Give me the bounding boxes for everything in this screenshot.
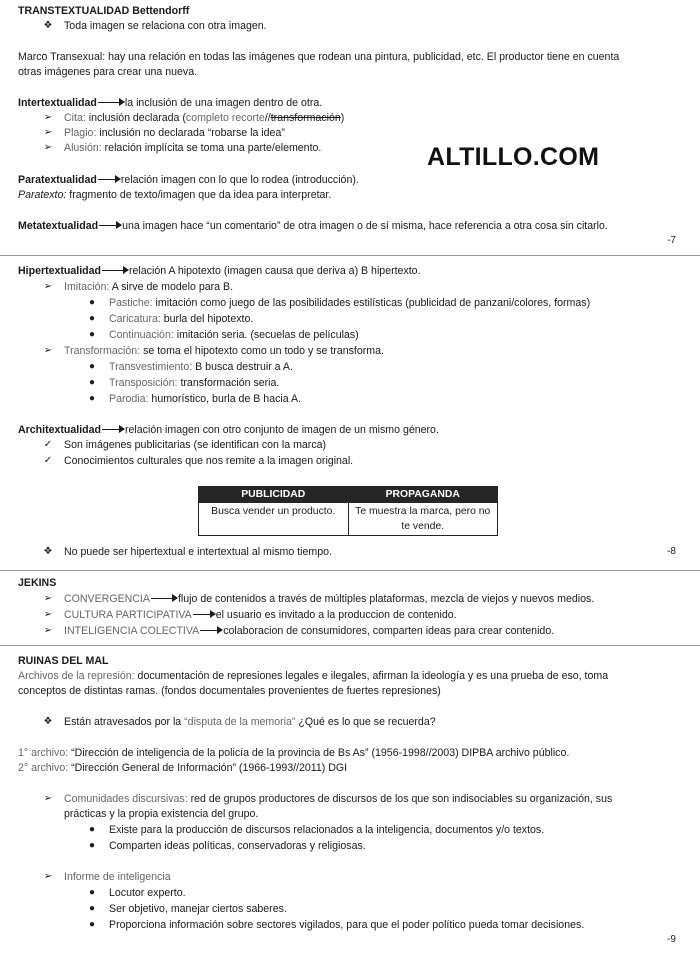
text: “Dirección General de Información” (1966-1993//2011) DGI (71, 762, 348, 774)
definition: relación imagen con lo que lo rodea (introducción). (120, 174, 359, 186)
header-publicidad: PUBLICIDAD (199, 487, 349, 503)
paratexto-line (18, 188, 331, 202)
page-number: -9 (667, 934, 676, 945)
dot-bullet-icon: ● (88, 840, 96, 851)
text: humorístico, burla de B hacia A. (151, 393, 301, 405)
disputa-line (64, 715, 436, 729)
archivos-line-2: conceptos de distintas ramas. (fondos documentales provenientes de fuertes represiones) (18, 685, 441, 697)
caricatura-line (109, 312, 253, 326)
label: Alusión: (64, 142, 102, 154)
arrow-right-icon (102, 429, 124, 430)
page-number: -7 (667, 235, 676, 246)
definition: una imagen hace “un comentario” de otra imagen o de sí misma, hace referencia a otra cosa sin citarlo. (122, 220, 608, 232)
text: imitación como juego de las posibilidades estilísticas (publicidad de panzani/colores, formas) (155, 297, 591, 309)
jekins-item (64, 608, 457, 622)
label: Cita: (64, 112, 86, 124)
plagio-line (64, 126, 285, 140)
term: Hipertextualidad (18, 265, 102, 277)
label: Caricatura: (109, 313, 161, 325)
comunidades-bullet: Existe para la producción de discursos relacionados a la inteligencia, documentos y/o textos. (109, 824, 545, 836)
paratextualidad-line (18, 173, 359, 187)
term: Paratextualidad (18, 174, 97, 186)
text: B busca destruir a A. (195, 361, 293, 373)
section-divider (0, 255, 700, 256)
term: Intertextualidad (18, 97, 97, 109)
arrow-right-icon (102, 270, 128, 271)
archivos-line-1 (18, 669, 608, 683)
label: 1° archivo: (18, 747, 69, 759)
dot-bullet-icon: ● (88, 919, 96, 930)
quote: “disputa de la memoria” (184, 716, 296, 728)
text: red de grupos productores de discursos de los que son indisociables su organización, sus (190, 793, 613, 805)
term: Architextualidad (18, 424, 102, 436)
arrowhead-bullet-icon: ➢ (43, 112, 53, 123)
archivo-1-line (18, 746, 569, 760)
text: inclusión no declarada “robarse la idea” (99, 127, 285, 139)
checkmark-icon: ✓ (43, 439, 53, 450)
title-part: TRANSTEXTUALIDAD (18, 5, 130, 17)
informe-bullet: Ser objetivo, manejar ciertos saberes. (109, 903, 287, 915)
diamond-bullet-icon: ❖ (43, 546, 53, 557)
arrowhead-bullet-icon: ➢ (43, 609, 53, 620)
cell-propaganda: Te muestra la marca, pero no te vende. (348, 503, 498, 536)
title-author: Bettendorff (132, 5, 190, 17)
label: Parodia: (109, 393, 149, 405)
label: Pastiche: (109, 297, 153, 309)
metatextualidad-line (18, 219, 608, 233)
dot-bullet-icon: ● (88, 329, 96, 340)
section-title-ruinas: RUINAS DEL MAL (18, 655, 109, 667)
text: fragmento de texto/imagen que da idea para interpretar. (69, 189, 332, 201)
architextualidad-line (18, 423, 439, 437)
transvestimiento-line (109, 360, 293, 374)
text: el usuario es invitado a la produccion de contenido. (215, 609, 457, 621)
arrowhead-bullet-icon: ➢ (43, 142, 53, 153)
text: imitación seria. (secuelas de películas) (176, 329, 359, 341)
label: Archivos de la represión: (18, 670, 135, 682)
definition: relación imagen con otro conjunto de imagen de un mismo género. (125, 424, 439, 436)
grey-text: completo recorte (185, 112, 265, 124)
checkmark-icon: ✓ (43, 455, 53, 466)
label: Plagio: (64, 127, 97, 139)
arrowhead-bullet-icon: ➢ (43, 871, 53, 882)
arrowhead-bullet-icon: ➢ (43, 345, 53, 356)
arrow-right-icon (99, 225, 121, 226)
label: Continuación: (109, 329, 174, 341)
marco-line-2: otras imágenes para crear una nueva. (18, 66, 198, 78)
archivo-2-line (18, 761, 347, 775)
label: CULTURA PARTICIPATIVA (64, 609, 192, 621)
arrowhead-bullet-icon: ➢ (43, 127, 53, 138)
marco-line-1: Marco Transexual: hay una relación en todas las imágenes que rodean una pintura, publicidad, etc. El productor tiene en cuenta (18, 51, 620, 63)
label: Transformación: (64, 345, 141, 357)
text: flujo de contenidos a través de múltiples plataformas, mezcla de viejos y nuevos medios. (177, 593, 595, 605)
imitacion-line (64, 280, 233, 294)
text: inclusión declarada ( (88, 112, 186, 124)
jekins-item (64, 592, 594, 606)
transformacion-line (64, 344, 384, 358)
paren: ) (340, 112, 345, 124)
header-propaganda: PROPAGANDA (348, 487, 498, 503)
comunidades-line-2: prácticas y la propia existencia del grupo. (64, 808, 259, 820)
intertextualidad-line (18, 96, 322, 110)
hipertextualidad-line (18, 264, 421, 278)
text: transformación seria. (180, 377, 280, 389)
text: documentación de represiones legales e ilegales, afirman la ideología y es una prueba de eso, toma (137, 670, 609, 682)
arrow-right-icon (193, 614, 215, 615)
arrow-right-icon (200, 630, 222, 631)
dot-bullet-icon: ● (88, 887, 96, 898)
informe-label: Informe de inteligencia (64, 871, 171, 883)
pastiche-line (109, 296, 590, 310)
dot-bullet-icon: ● (88, 297, 96, 308)
question: ¿Qué es lo que se recuerda? (298, 716, 436, 728)
dot-bullet-icon: ● (88, 313, 96, 324)
dot-bullet-icon: ● (88, 824, 96, 835)
label: Imitación: (64, 281, 110, 293)
label: 2° archivo: (18, 762, 69, 774)
arrow-right-icon (98, 179, 120, 180)
note-text: No puede ser hipertextual e intertextual al mismo tiempo. (64, 546, 332, 558)
watermark: ALTILLO.COM (427, 143, 600, 171)
text: colaboracion de consumidores, comparten ideas para crear contenido. (223, 625, 555, 637)
arrowhead-bullet-icon: ➢ (43, 281, 53, 292)
definition: relación A hipotexto (imagen causa que deriva a) B hipertexto. (129, 265, 421, 277)
definition: la inclusión de una imagen dentro de otra. (124, 97, 323, 109)
text: A sirve de modelo para B. (111, 281, 234, 293)
section-title-transtextualidad (18, 4, 189, 18)
parodia-line (109, 392, 301, 406)
diamond-bullet-icon: ❖ (43, 716, 53, 727)
comunidades-bullet: Comparten ideas políticas, conservadoras y religiosas. (109, 840, 366, 852)
dot-bullet-icon: ● (88, 903, 96, 914)
page-number: -8 (667, 546, 676, 557)
dot-bullet-icon: ● (88, 393, 96, 404)
text: burla del hipotexto. (163, 313, 254, 325)
arrow-right-icon (98, 102, 124, 103)
diamond-bullet-icon: ❖ (43, 20, 53, 31)
bullet-text: Toda imagen se relaciona con otra imagen. (64, 20, 267, 32)
section-title-jekins: JEKINS (18, 577, 57, 589)
check-text: Conocimientos culturales que nos remite a la imagen original. (64, 455, 354, 467)
dot-bullet-icon: ● (88, 377, 96, 388)
table-header-row (199, 487, 498, 503)
text: “Dirección de inteligencia de la policía de la provincia de Bs As” (1956-1998//2003) DIPBA archivo público. (71, 747, 570, 759)
cell-publicidad: Busca vender un producto. (199, 503, 349, 536)
comunidades-line-1 (64, 792, 612, 806)
check-text: Son imágenes publicitarias (se identifican con la marca) (64, 439, 327, 451)
label: CONVERGENCIA (64, 593, 150, 605)
informe-bullet: Locutor experto. (109, 887, 186, 899)
dot-bullet-icon: ● (88, 361, 96, 372)
section-divider (0, 645, 700, 646)
cita-line (64, 111, 344, 125)
text: relación implícita se toma una parte/elemento. (104, 142, 322, 154)
publicidad-propaganda-table (198, 486, 498, 536)
arrowhead-bullet-icon: ➢ (43, 593, 53, 604)
label: Transvestimiento: (109, 361, 193, 373)
table-row (199, 503, 498, 536)
section-divider (0, 570, 700, 571)
continuacion-line (109, 328, 359, 342)
label: INTELIGENCIA COLECTIVA (64, 625, 200, 637)
jekins-item (64, 624, 554, 638)
text: Están atravesados por la (64, 716, 182, 728)
text: se toma el hipotexto como un todo y se transforma. (143, 345, 384, 357)
term: Metatextualidad (18, 220, 99, 232)
arrowhead-bullet-icon: ➢ (43, 625, 53, 636)
arrow-right-icon (151, 598, 177, 599)
slash: // (264, 112, 271, 124)
informe-bullet: Proporciona información sobre sectores vigilados, para que el poder político pueda tomar decisiones. (109, 919, 585, 931)
label: Transposición: (109, 377, 178, 389)
strike-text: transformación (270, 112, 341, 124)
label: Paratexto: (18, 189, 67, 201)
label: Comunidades discursivas: (64, 793, 188, 805)
alusion-line (64, 141, 321, 155)
arrowhead-bullet-icon: ➢ (43, 793, 53, 804)
transposicion-line (109, 376, 279, 390)
